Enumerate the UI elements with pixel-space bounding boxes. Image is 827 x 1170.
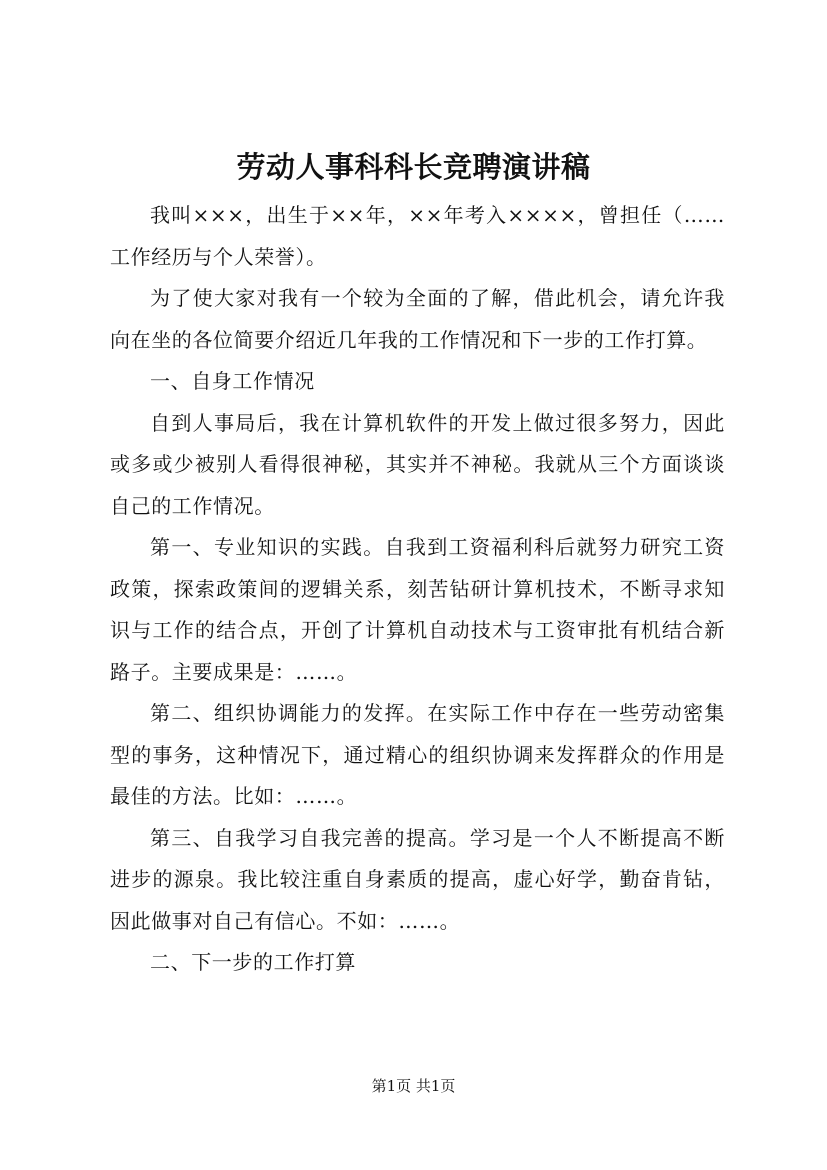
paragraph-intro: 我叫×××，出生于××年，××年考入××××，曾担任（……工作经历与个人荣誉）。 bbox=[110, 203, 725, 269]
document-body bbox=[110, 195, 725, 984]
paragraph-second-point: 第二、组织协调能力的发挥。在实际工作中存在一些劳动密集型的事务，这种情况下，通过精心的组织协调来发挥群众的作用是最佳的方法。比如：……。 bbox=[110, 701, 725, 808]
paragraph-first-point: 第一、专业知识的实践。自我到工资福利科后就努力研究工资政策，探索政策间的逻辑关系，刻苦钻研计算机技术，不断寻求知识与工作的结合点，开创了计算机自动技术与工资审批有机结合新路子。主要成果是：……。 bbox=[110, 535, 725, 684]
paragraph-purpose: 为了使大家对我有一个较为全面的了解，借此机会，请允许我向在坐的各位简要介绍近几年我的工作情况和下一步的工作打算。 bbox=[110, 286, 725, 352]
page-footer: 第1页 共1页 bbox=[371, 1077, 456, 1095]
heading-self-work: 一、自身工作情况 bbox=[150, 369, 315, 393]
document-title: 劳动人事科科长竞聘演讲稿 bbox=[236, 150, 591, 184]
heading-next-steps: 二、下一步的工作打算 bbox=[150, 950, 356, 974]
paragraph-software-work: 自到人事局后，我在计算机软件的开发上做过很多努力，因此或多或少被别人看得很神秘，其实并不神秘。我就从三个方面谈谈自己的工作情况。 bbox=[110, 410, 725, 518]
paragraph-third-point: 第三、自我学习自我完善的提高。学习是一个人不断提高不断进步的源泉。我比较注重自身素质的提高，虚心好学，勤奋肯钻，因此做事对自己有信心。不如：……。 bbox=[110, 825, 725, 933]
